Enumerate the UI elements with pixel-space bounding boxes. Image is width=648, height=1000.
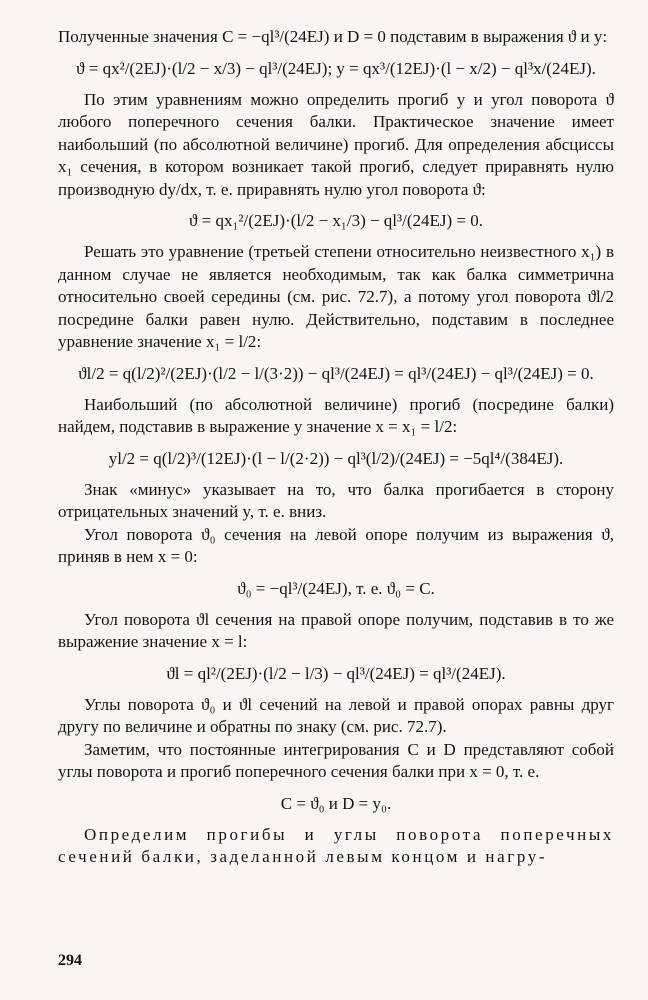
- equation-4: yl/2 = q(l/2)³/(12EJ)·(l − l/(2·2)) − ql³(l/2)/(24EJ) = −5ql⁴/(384EJ).: [108, 448, 564, 468]
- paragraph-8: Углы поворота ϑ₀ и ϑl сечений на левой и правой опорах равны друг другу по величине и обратны по знаку (см. рис. 72.7).: [58, 694, 614, 736]
- paragraph-7: Угол поворота ϑl сечения на правой опоре получим, подставив в то же выражение значение x = l:: [58, 609, 614, 651]
- paragraph-2: По этим уравнениям можно определить прогиб y и угол поворота ϑ любого поперечного сечения балки. Практическое значение имеет наибольший (по абсолютной величине) прогиб. Для определения абсциссы x₁ сечения, в котором возникает такой прогиб, следует приравнять нулю производную dy/dx, т. е. приравнять нулю угол поворота ϑ:: [58, 89, 614, 199]
- equation-2: ϑ = qx₁²/(2EJ)·(l/2 − x₁/3) − ql³/(24EJ) = 0.: [188, 211, 484, 230]
- equation-6: ϑl = ql²/(2EJ)·(l/2 − l/3) − ql³/(24EJ) = ql³/(24EJ).: [166, 663, 506, 683]
- paragraph-5: Знак «минус» указывает на то, что балка прогибается в сторону отрицательных значений y, т. е. вниз.: [58, 479, 614, 521]
- equation-5: ϑ₀ = −ql³/(24EJ), т. е. ϑ₀ = C.: [237, 578, 435, 598]
- paragraph-1: Полученные значения C = −ql³/(24EJ) и D = 0 подставим в выражения ϑ и y:: [58, 27, 608, 46]
- paragraph-10: Определим прогибы и углы поворота поперечных сечений балки, заделанной левым концом и нагру-: [58, 824, 614, 866]
- paragraph-4: Наибольший (по абсолютной величине) прогиб (посредине балки) найдем, подставив в выражение y значение x = x₁ = l/2:: [58, 394, 614, 436]
- paragraph-6: Угол поворота ϑ₀ сечения на левой опоре получим из выражения ϑ, приняв в нем x = 0:: [58, 524, 614, 566]
- page-number: 294: [58, 952, 82, 969]
- paragraph-9: Заметим, что постоянные интегрирования C и D представляют собой углы поворота и прогиб поперечного сечения балки при x = 0, т. е.: [58, 739, 614, 781]
- paragraph-3: Решать это уравнение (третьей степени относительно неизвестного x₁) в данном случае не является необходимым, так как балка симметрична относительно своей середины (см. рис. 72.7), а потому угол поворота ϑl/2 посредине балки равен нулю. Действительно, подставим в последнее уравнение значение x₁ = l/2:: [58, 242, 614, 351]
- equation-3: ϑl/2 = q(l/2)²/(2EJ)·(l/2 − l/(3·2)) − ql³/(24EJ) = ql³/(24EJ) − ql³/(24EJ) = 0.: [78, 363, 594, 383]
- equation-1: ϑ = qx²/(2EJ)·(l/2 − x/3) − ql³/(24EJ); y = qx³/(12EJ)·(l − x/2) − ql³x/(24EJ).: [76, 58, 596, 78]
- equation-7: C = ϑ₀ и D = y₀.: [280, 793, 392, 813]
